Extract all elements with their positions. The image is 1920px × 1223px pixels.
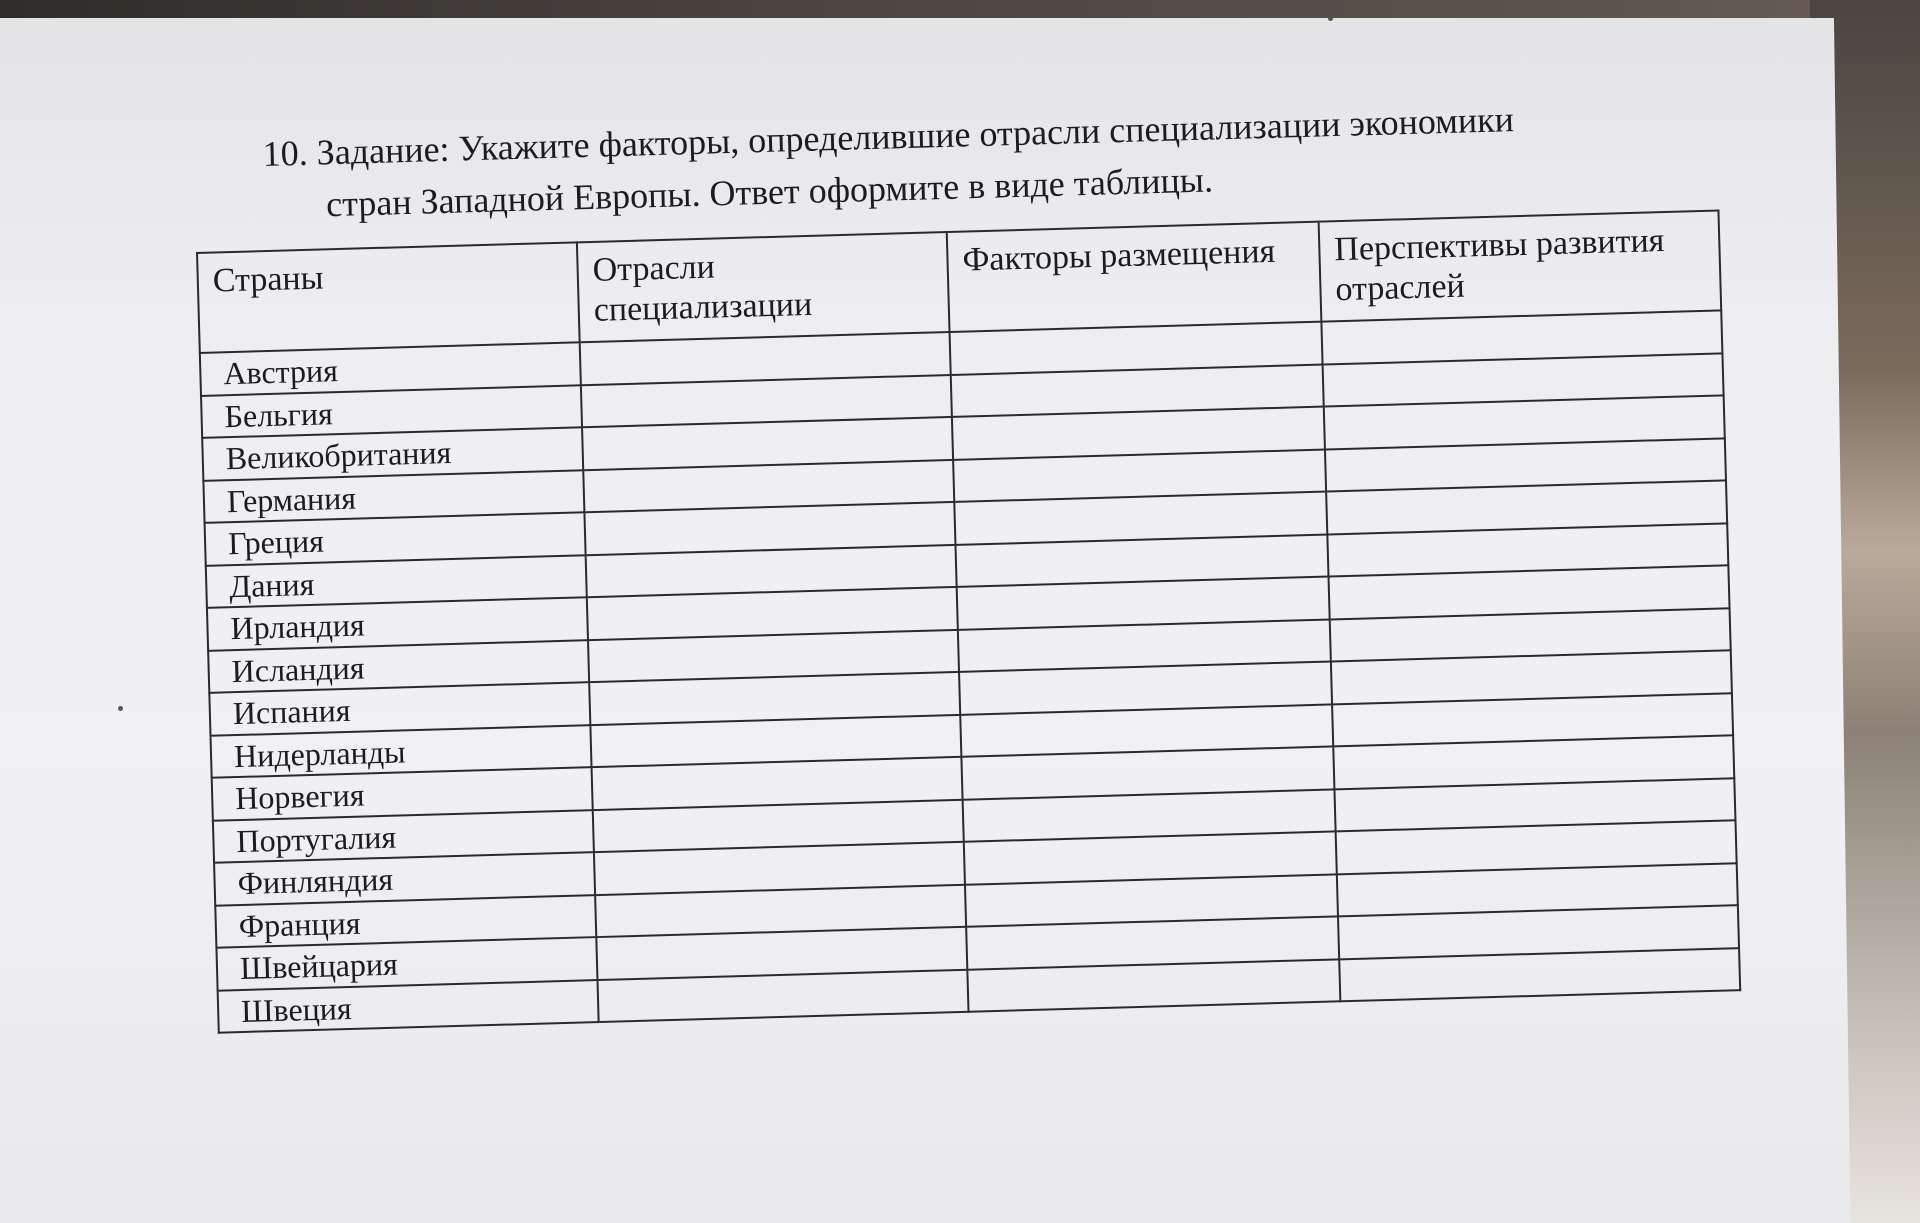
country-cell: Португалия — [213, 810, 594, 863]
industries-cell[interactable] — [597, 969, 968, 1022]
country-cell: Швеция — [218, 980, 599, 1033]
task-line-2: стран Западной Европы. Ответ оформите в виде таблицы. — [325, 159, 1214, 225]
country-cell: Австрия — [200, 342, 581, 395]
task-line-1: 10. Задание: Укажите факторы, определившие отрасли специализации экономики — [262, 99, 1515, 174]
country-cell: Германия — [203, 470, 584, 523]
country-cell: Финляндия — [214, 852, 595, 905]
header-factors: Факторы размещения — [947, 222, 1322, 332]
speck — [1328, 16, 1333, 21]
country-cell: Греция — [205, 512, 586, 565]
country-cell: Дания — [206, 555, 587, 608]
header-countries: Страны — [197, 242, 580, 353]
country-cell: Ирландия — [207, 597, 588, 650]
country-cell: Испания — [209, 682, 590, 735]
speck — [118, 706, 123, 711]
country-cell: Бельгия — [201, 385, 582, 438]
country-cell: Нидерланды — [210, 725, 591, 778]
header-prospects: Перспективы развития отраслей — [1319, 210, 1722, 321]
table-body — [200, 310, 1740, 1032]
header-industries: Отрасли специализации — [577, 232, 950, 342]
country-cell: Швейцария — [216, 937, 597, 990]
answer-table-wrap — [196, 209, 1741, 1033]
country-cell: Великобритания — [202, 427, 583, 480]
answer-table — [196, 209, 1741, 1033]
country-cell: Исландия — [208, 640, 589, 693]
country-cell: Франция — [215, 895, 596, 948]
country-cell: Норвегия — [212, 767, 593, 820]
factors-cell[interactable] — [967, 959, 1340, 1012]
